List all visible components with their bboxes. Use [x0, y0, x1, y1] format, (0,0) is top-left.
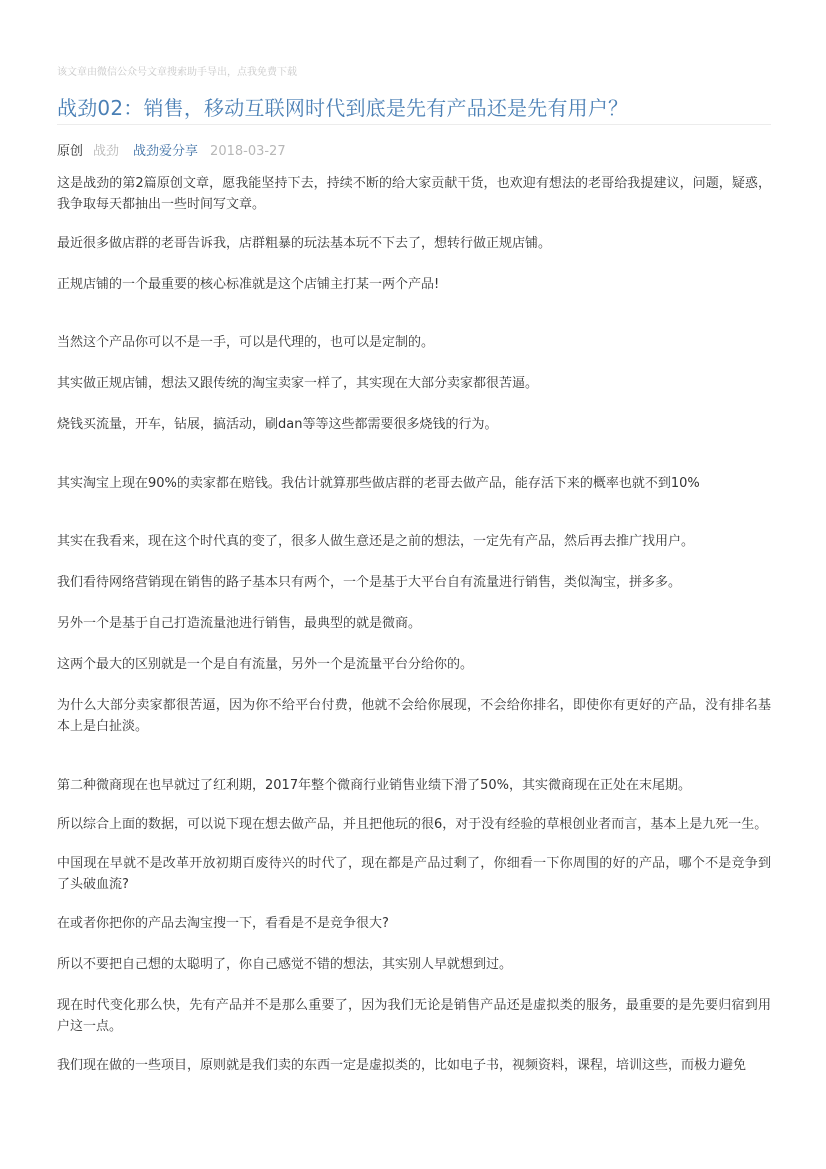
paragraph: 这是战劲的第2篇原创文章，愿我能坚持下去，持续不断的给大家贡献干货，也欢迎有想法的老哥给我提建议，问题，疑惑，我争取每天都抽出一些时间写文章。	[57, 176, 771, 212]
export-note-link[interactable]: 该文章由微信公众号文章搜索助手导出，点我免费下载	[57, 67, 297, 78]
paragraph: 我们看待网络营销现在销售的路子基本只有两个，一个是基于大平台自有流量进行销售，类似淘宝，拼多多。	[57, 575, 682, 590]
original-label: 原创	[57, 144, 84, 159]
paragraph: 第二种微商现在也早就过了红利期，2017年整个微商行业销售业绩下滑了50%，其实微商现在正处在末尾期。	[57, 778, 691, 793]
article-body	[57, 173, 771, 1076]
article-title: 战劲02：销售，移动互联网时代到底是先有产品还是先有用户？	[57, 96, 629, 120]
paragraph: 其实在我看来，现在这个时代真的变了，很多人做生意还是之前的想法，一定先有产品，然后再去推广找用户。	[57, 534, 695, 549]
title-divider	[57, 124, 771, 125]
paragraph: 正规店铺的一个最重要的核心标准就是这个店铺主打某一两个产品!	[57, 277, 440, 292]
paragraph: 中国现在早就不是改革开放初期百废待兴的时代了，现在都是产品过剩了，你细看一下你周围的好的产品，哪个不是竞争到了头破血流?	[57, 856, 771, 892]
paragraph: 当然这个产品你可以不是一手，可以是代理的，也可以是定制的。	[57, 335, 435, 350]
paragraph: 最近很多做店群的老哥告诉我，店群粗暴的玩法基本玩不下去了，想转行做正规店铺。	[57, 236, 552, 251]
paragraph: 其实做正规店铺，想法又跟传统的淘宝卖家一样了，其实现在大部分卖家都很苦逼。	[57, 376, 539, 391]
paragraph: 其实淘宝上现在90%的卖家都在赔钱。我估计就算那些做店群的老哥去做产品，能存活下来的概率也就不到10%	[57, 476, 700, 491]
paragraph: 另外一个是基于自己打造流量池进行销售，最典型的就是微商。	[57, 616, 422, 631]
paragraph: 这两个最大的区别就是一个是自有流量，另外一个是流量平台分给你的。	[57, 657, 474, 672]
paragraph: 为什么大部分卖家都很苦逼，因为你不给平台付费，他就不会给你展现，不会给你排名，即使你有更好的产品，没有排名基本上是白扯淡。	[57, 698, 771, 734]
paragraph: 我们现在做的一些项目，原则就是我们卖的东西一定是虚拟类的，比如电子书，视频资料，课程，培训这些，而极力避免	[57, 1058, 747, 1073]
paragraph: 所以不要把自己想的太聪明了，你自己感觉不错的想法，其实别人早就想到过。	[57, 957, 513, 972]
author-name: 战劲	[93, 144, 120, 159]
account-link[interactable]: 战劲爱分享	[133, 144, 199, 159]
paragraph: 现在时代变化那么快，先有产品并不是那么重要了，因为我们无论是销售产品还是虚拟类的服务，最重要的是先要归宿到用户这一点。	[57, 998, 771, 1034]
paragraph: 在或者你把你的产品去淘宝搜一下，看看是不是竞争很大?	[57, 916, 389, 931]
publish-date: 2018-03-27	[210, 144, 286, 159]
paragraph: 烧钱买流量，开车，钻展，搞活动，刷dan等等这些都需要很多烧钱的行为。	[57, 417, 498, 432]
paragraph: 所以综合上面的数据，可以说下现在想去做产品，并且把他玩的很6，对于没有经验的草根创业者而言，基本上是九死一生。	[57, 817, 768, 832]
article-meta	[57, 140, 286, 159]
